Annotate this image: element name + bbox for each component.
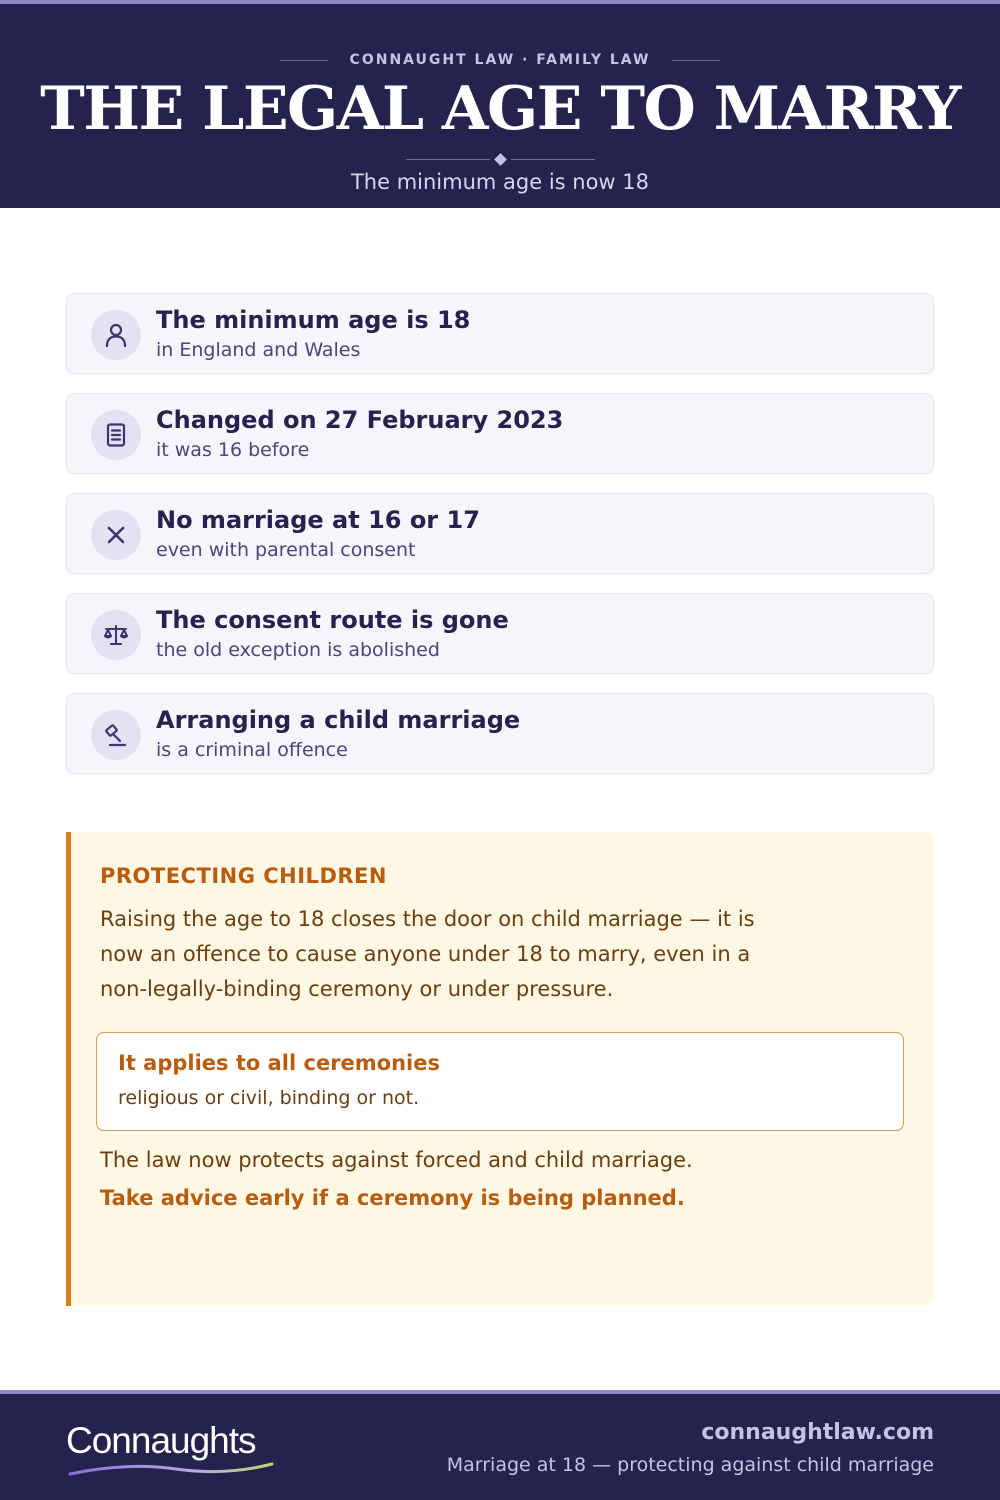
footer-tagline: Marriage at 18 — protecting against child marriage: [446, 1454, 934, 1476]
ceremonies-box-subtitle: religious or civil, binding or not.: [118, 1087, 420, 1109]
eyebrow-rule-right: [672, 60, 720, 61]
fact-subtitle: is a criminal offence: [156, 739, 348, 761]
fact-title: The consent route is gone: [156, 606, 509, 634]
divider-rule-right: [511, 159, 595, 160]
eyebrow: CONNAUGHT LAW · FAMILY LAW: [349, 52, 651, 68]
callout-body: Raising the age to 18 closes the door on child marriage — it is now an offence to cause anyone under 18 to marry, even in a non-legally-binding ceremony or under pressure.: [100, 907, 755, 1001]
eyebrow-row: [0, 48, 1000, 72]
title-divider: [0, 152, 1000, 166]
fact-list: [66, 293, 934, 793]
callout-advice: Take advice early if a ceremony is being planned.: [100, 1186, 685, 1210]
callout-statement: The law now protects against forced and child marriage.: [100, 1148, 693, 1172]
logo-wordmark: Connaughts: [66, 1420, 256, 1461]
diamond-icon: [494, 153, 507, 166]
fact-subtitle: in England and Wales: [156, 339, 361, 361]
document-icon: [91, 410, 141, 460]
person-icon: [91, 310, 141, 360]
fact-title: The minimum age is 18: [156, 306, 471, 334]
gavel-icon: [91, 710, 141, 760]
page-title: THE LEGAL AGE TO MARRY: [40, 74, 960, 144]
fact-card-minimum-age: [66, 293, 934, 374]
connaughts-logo[interactable]: [66, 1420, 286, 1482]
protecting-children-callout: [66, 832, 934, 1306]
ceremonies-box: [96, 1032, 904, 1131]
eyebrow-rule-left: [280, 60, 328, 61]
scales-icon: [91, 610, 141, 660]
fact-subtitle: it was 16 before: [156, 439, 310, 461]
cross-icon: [91, 510, 141, 560]
fact-title: Changed on 27 February 2023: [156, 406, 564, 434]
fact-subtitle: the old exception is abolished: [156, 639, 440, 661]
fact-card-criminal-offence: [66, 693, 934, 774]
header: [0, 0, 1000, 208]
footer: [0, 1390, 1000, 1500]
callout-heading: PROTECTING CHILDREN: [100, 864, 387, 888]
ceremonies-box-title: It applies to all ceremonies: [118, 1051, 440, 1075]
page-subtitle: The minimum age is now 18: [350, 170, 650, 194]
fact-card-consent-route: [66, 593, 934, 674]
fact-title: Arranging a child marriage: [156, 706, 521, 734]
fact-card-changed-date: [66, 393, 934, 474]
logo-swoosh-icon: [66, 1460, 276, 1480]
fact-subtitle: even with parental consent: [156, 539, 416, 561]
website-link[interactable]: connaughtlaw.com: [701, 1420, 934, 1445]
fact-card-no-marriage: [66, 493, 934, 574]
divider-rule-left: [406, 159, 490, 160]
fact-title: No marriage at 16 or 17: [156, 506, 480, 534]
